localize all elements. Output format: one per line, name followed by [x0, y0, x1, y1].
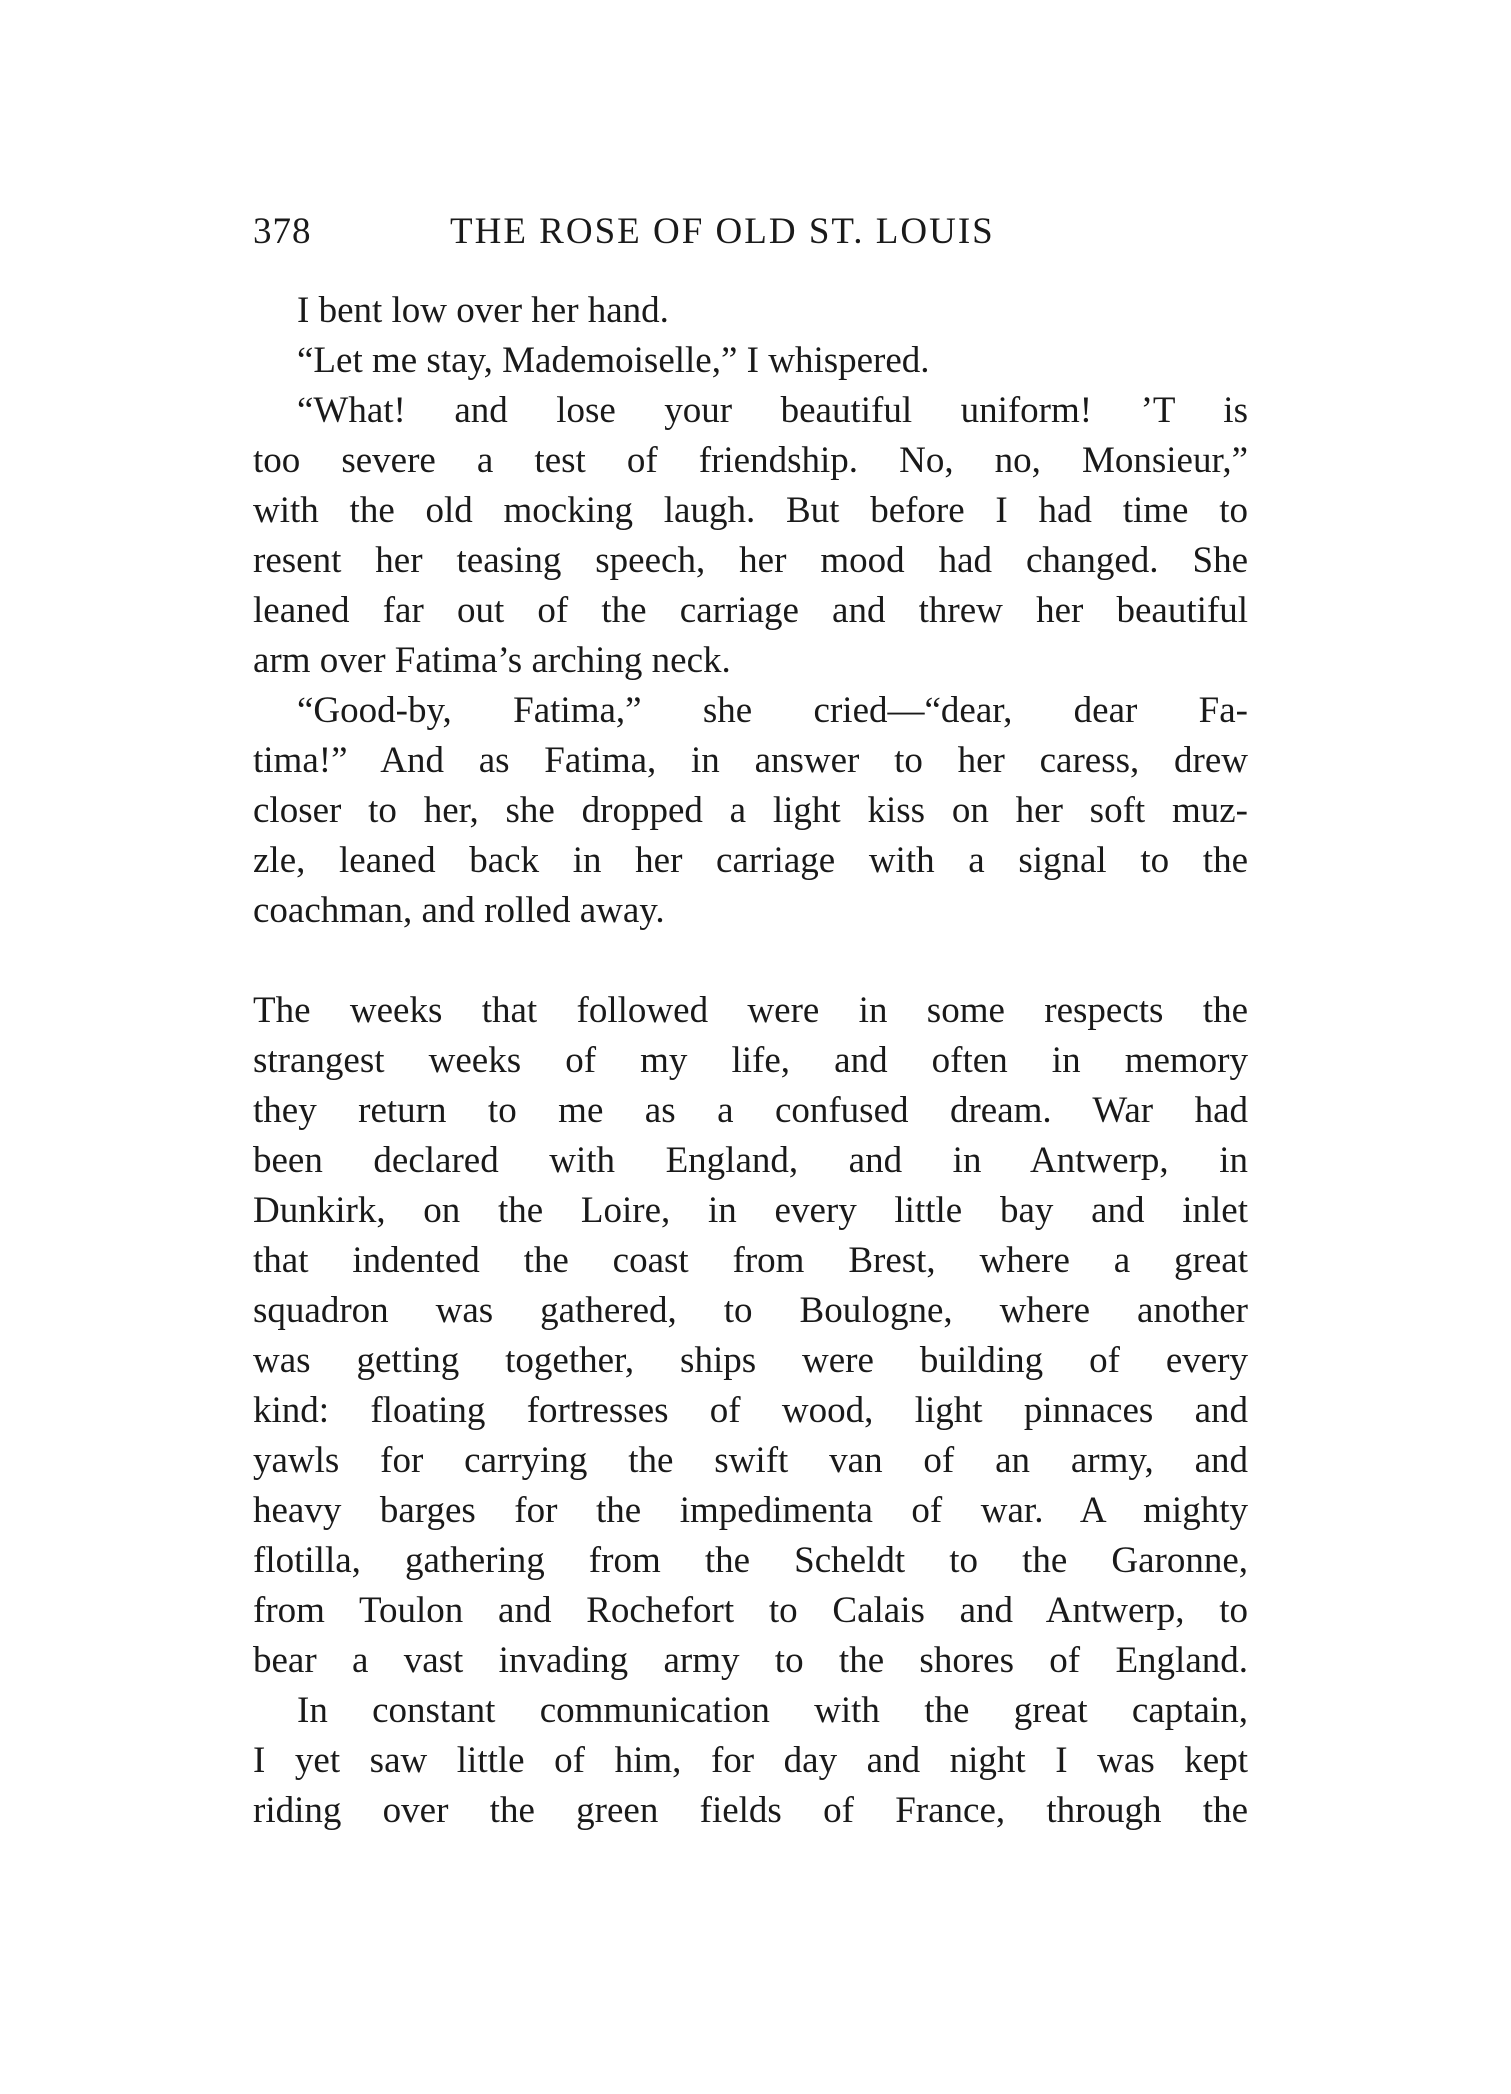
text-line: strangest weeks of my life, and often in memory [253, 1040, 1248, 1081]
running-title: THE ROSE OF OLD ST. LOUIS [450, 211, 995, 252]
text-line: In constant communication with the great captain, [297, 1690, 1248, 1731]
text-line: I yet saw little of him, for day and night I was kept [253, 1740, 1248, 1781]
text-line: closer to her, she dropped a light kiss on her soft muz- [253, 790, 1248, 831]
page-header [253, 207, 1248, 257]
text-line: arm over Fatima’s arching neck. [253, 640, 731, 681]
text-line: that indented the coast from Brest, where a great [253, 1240, 1248, 1281]
text-line: riding over the green fields of France, through the [253, 1790, 1248, 1831]
text-line: they return to me as a confused dream. War had [253, 1090, 1248, 1131]
text-line: leaned far out of the carriage and threw her beautiful [253, 590, 1248, 631]
text-line: The weeks that followed were in some respects the [253, 990, 1248, 1031]
text-line: too severe a test of friendship. No, no, Monsieur,” [253, 440, 1248, 481]
text-line: with the old mocking laugh. But before I had time to [253, 490, 1248, 531]
text-line: was getting together, ships were building of every [253, 1340, 1248, 1381]
text-block-dialogue [253, 286, 1248, 936]
text-line: kind: floating fortresses of wood, light pinnaces and [253, 1390, 1248, 1431]
text-line: bear a vast invading army to the shores of England. [253, 1640, 1248, 1681]
text-line: “Let me stay, Mademoiselle,” I whispered. [297, 340, 930, 381]
text-line: yawls for carrying the swift van of an army, and [253, 1440, 1248, 1481]
text-line: flotilla, gathering from the Scheldt to the Garonne, [253, 1540, 1248, 1581]
text-line: resent her teasing speech, her mood had changed. She [253, 540, 1248, 581]
text-block-narrative [253, 986, 1248, 1836]
text-line: from Toulon and Rochefort to Calais and Antwerp, to [253, 1590, 1248, 1631]
text-line: squadron was gathered, to Boulogne, where another [253, 1290, 1248, 1331]
text-line: heavy barges for the impedimenta of war. A mighty [253, 1490, 1248, 1531]
text-line: “What! and lose your beautiful uniform! ’T is [297, 390, 1248, 431]
text-line: zle, leaned back in her carriage with a signal to the [253, 840, 1248, 881]
text-line: coachman, and rolled away. [253, 890, 665, 931]
text-line: been declared with England, and in Antwerp, in [253, 1140, 1248, 1181]
text-line: “Good-by, Fatima,” she cried—“dear, dear Fa- [297, 690, 1248, 731]
text-line: I bent low over her hand. [297, 290, 669, 331]
text-line: Dunkirk, on the Loire, in every little bay and inlet [253, 1190, 1248, 1231]
text-line: tima!” And as Fatima, in answer to her caress, drew [253, 740, 1248, 781]
page-number: 378 [253, 211, 312, 252]
